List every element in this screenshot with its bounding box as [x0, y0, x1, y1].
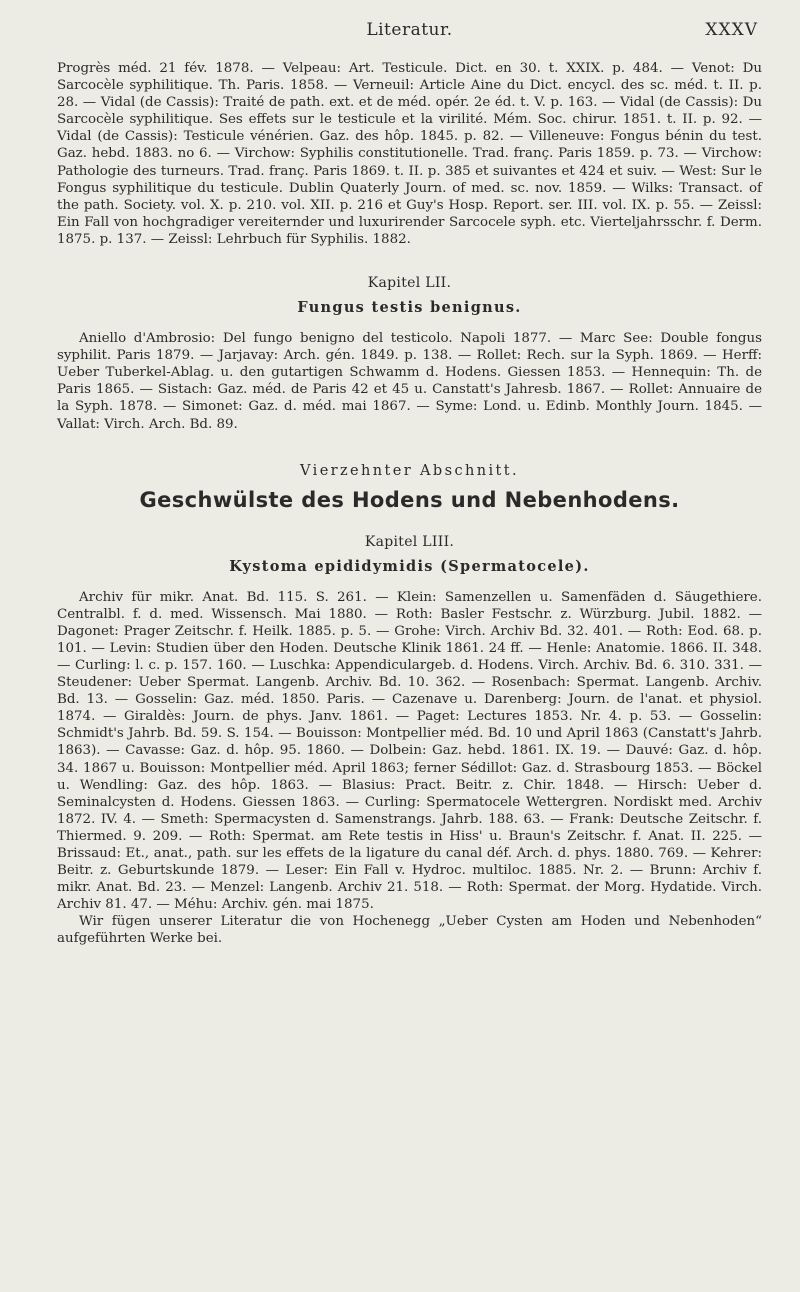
page-number: XXXV [705, 20, 758, 40]
chapter-53-bibliography: Archiv für mikr. Anat. Bd. 115. S. 261. — Klein: Samenzellen u. Samenfäden d. Säugethiere. Centralbl. f. d. med. Wissensch. Mai 1880. — Roth: Basler Festschr. z. Würzburg. Jubil. 1882. — Dagonet: Prager Zeitschr. f. Heilk. 1885. p. 5. — Grohe: Virch. Archiv Bd. 32. 401. — Roth: Eod. 68. p. 101. — Levin: Studien über den Hoden. Deutsche Klinik 1861. 24 ff. — Henle: Anatomie. 1866. II. 348. — Curling: l. c. p. 157. 160. — Luschka: Appendiculargeb. d. Hodens. Virch. Archiv. Bd. 6. 310. 331. — Steudener: Ueber Spermat. Langenb. Archiv. Bd. 10. 362. — Rosenbach: Spermat. Langenb. Archiv. Bd. 13. — Gosselin: Gaz. méd. 1850. Paris. — Cazenave u. Darenberg: Journ. de l'anat. et physiol. 1874. — Giraldès: Journ. de phys. Janv. 1861. — Paget: Lectures 1853. Nr. 4. p. 53. — Gosselin: Schmidt's Jahrb. Bd. 59. S. 154. — Bouisson: Montpellier méd. Bd. 10 und April 1863 (Canstatt's Jahrb. 1863). — Cavasse: Gaz. d. hôp. 95. 1860. — Dolbein: Gaz. hebd. 1861. IX. 19. — Dauvé: Gaz. d. hôp. 34. 1867 u. Bouisson: Montpellier méd. April 1863; ferner Sédillot: Gaz. d. Strasbourg 1853. — Böckel u. Wendling: Gaz. des hôp. 1863. — Blasius: Pract. Beitr. z. Chir. 1848. — Hirsch: Ueber d. Seminalcysten d. Hodens. Giessen 1863. — Curling: Spermatocele Wettergren. Nordiskt med. Archiv 1872. IV. 4. — Smeth: Spermacysten d. Samenstrangs. Jahrb. 188. 63. — Frank: Deutsche Zeitschr. f. Thiermed. 9. 209. — Roth: Spermat. am Rete testis in Hiss' u. Braun's Zeitschr. f. Anat. II. 225. — Brissaud: Et., anat., path. sur les effets de la ligature du canal déf. Arch. d. phys. 1880. 769. — Kehrer: Beitr. z. Geburtskunde 1879. — Leser: Ein Fall v. Hydroc. multiloc. 1885. Nr. 2. — Brunn: Archiv f. mikr. Anat. Bd. 23. — Menzel: Langenb. Archiv 21. 518. — Roth: Spermat. der Morg. Hydatide. Virch. Archiv 81. 47. — Méhu: Archiv. gén. mai 1875. [57, 589, 762, 913]
chapter-52-title: Fungus testis benignus. [297, 299, 522, 317]
intro-bibliography-paragraph: Progrès méd. 21 fév. 1878. — Velpeau: Art. Testicule. Dict. en 30. t. XXIX. p. 484. — Venot: Du Sarcocèle syphilitique. Th. Paris. 1858. — Verneuil: Article Aine du Dict. encycl. des sc. méd. t. II. p. 28. — Vidal (de Cassis): Traité de path. ext. et de méd. opér. 2e éd. t. V. p. 163. — Vidal (de Cassis): Du Sarcocèle syphilitique. Ses effets sur le testicule et la virilité. Mém. Soc. chirur. 1851. t. II. p. 92. — Vidal (de Cassis): Testicule vénérien. Gaz. des hôp. 1845. p. 82. — Villeneuve: Fongus bénin du test. Gaz. hebd. 1883. no 6. — Virchow: Syphilis constitutionelle. Trad. franç. Paris 1859. p. 73. — Virchow: Pathologie des turneurs. Trad. franç. Paris 1869. t. II. p. 385 et suivantes et 424 et suiv. — West: Sur le Fongus syphilitique du testicule. Dublin Quaterly Journ. of med. sc. nov. 1859. — Wilks: Transact. of the path. Society. vol. X. p. 210. vol. XII. p. 216 et Guy's Hosp. Report. ser. III. vol. IX. p. 55. — Zeissl: Ein Fall von hochgradiger vereiternder und luxurirender Sarcocele syph. etc. Vierteljahrsschr. f. Derm. 1875. p. 137. — Zeissl: Lehrbuch für Syphilis. 1882. [57, 61, 762, 247]
chapter-53-heading: Kapitel LIII. [364, 533, 455, 550]
chapter-52-heading: Kapitel LII. [367, 275, 452, 292]
section-heading: Vierzehnter Abschnitt. [300, 462, 519, 479]
page-header [57, 0, 762, 60]
section-title: Geschwülste des Hodens und Nebenhodens. [139, 487, 680, 512]
running-title: Literatur. [366, 20, 453, 40]
closing-note: Wir fügen unserer Literatur die von Hochenegg „Ueber Cysten am Hoden und Nebenhoden“ aufgeführten Werke bei. [57, 914, 762, 947]
chapter-52-bibliography: Aniello d'Ambrosio: Del fungo benigno del testicolo. Napoli 1877. — Marc See: Double fongus syphilit. Paris 1879. — Jarjavay: Arch. gén. 1849. p. 138. — Rollet: Rech. sur la Syph. 1869. — Herff: Ueber Tuberkel-Ablag. u. den gutartigen Schwamm d. Hodens. Giessen 1853. — Hennequin: Th. de Paris 1865. — Sistach: Gaz. méd. de Paris 42 et 45 u. Canstatt's Jahresb. 1867. — Rollet: Annuaire de la Syph. 1878. — Simonet: Gaz. d. méd. mai 1867. — Syme: Lond. u. Edinb. Monthly Journ. 1845. — Vallat: Virch. Arch. Bd. 89. [57, 331, 762, 432]
chapter-53-title: Kystoma epididymidis (Spermatocele). [229, 557, 590, 575]
